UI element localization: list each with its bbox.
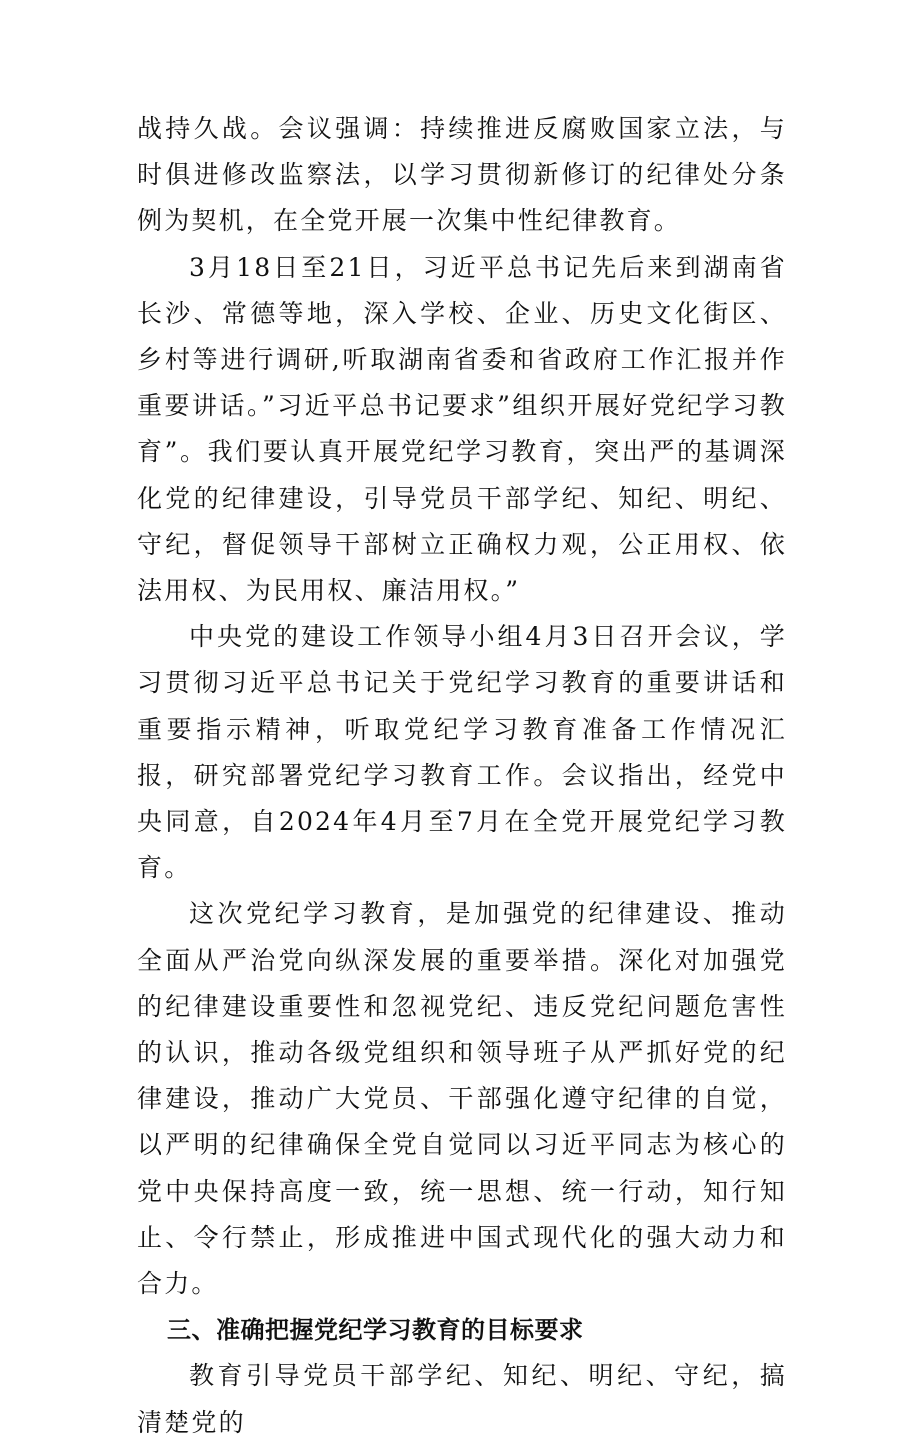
paragraph-hunan-inspection: 3月18日至21日，习近平总书记先后来到湖南省长沙、常德等地，深入学校、企业、历史文化街区、乡村等进行调研,听取湖南省委和省政府工作汇报并作重要讲话。”习近平总书记要求”组织开展好党纪学习教育”。我们要认真开展党纪学习教育，突出严的基调深化党的纪律建设，引导党员干部学纪、知纪、明纪、守纪，督促领导干部树立正确权力观，公正用权、依法用权、为民用权、廉洁用权。” (137, 252, 787, 606)
paragraph-anticorruption: 战持久战。会议强调：持续推进反腐败国家立法，与时俱进修改监察法，以学习贯彻新修订的纪律处分条例为契机，在全党开展一次集中性纪律教育。 (137, 114, 787, 236)
document-body (137, 106, 787, 1446)
paragraph-leading-group-meeting: 中央党的建设工作领导小组4月3日召开会议，学习贯彻习近平总书记关于党纪学习教育的重要讲话和重要指示精神，听取党纪学习教育准备工作情况汇报，研究部署党纪学习教育工作。会议指出，经党中央同意，自2024年4月至7月在全党开展党纪学习教育。 (137, 622, 787, 883)
paragraph-significance: 这次党纪学习教育，是加强党的纪律建设、推动全面从严治党向纵深发展的重要举措。深化对加强党的纪律建设重要性和忽视党纪、违反党纪问题危害性的认识，推动各级党组织和领导班子从严抓好党的纪律建设，推动广大党员、干部强化遵守纪律的自觉，以严明的纪律确保全党自觉同以习近平同志为核心的党中央保持高度一致，统一思想、统一行动，知行知止、令行禁止，形成推进中国式现代化的强大动力和合力。 (137, 899, 787, 1299)
paragraph-objectives-start: 教育引导党员干部学纪、知纪、明纪、守纪，搞清楚党的 (137, 1361, 787, 1437)
section-heading-objectives: 三、准确把握党纪学习教育的目标要求 (167, 1316, 584, 1345)
